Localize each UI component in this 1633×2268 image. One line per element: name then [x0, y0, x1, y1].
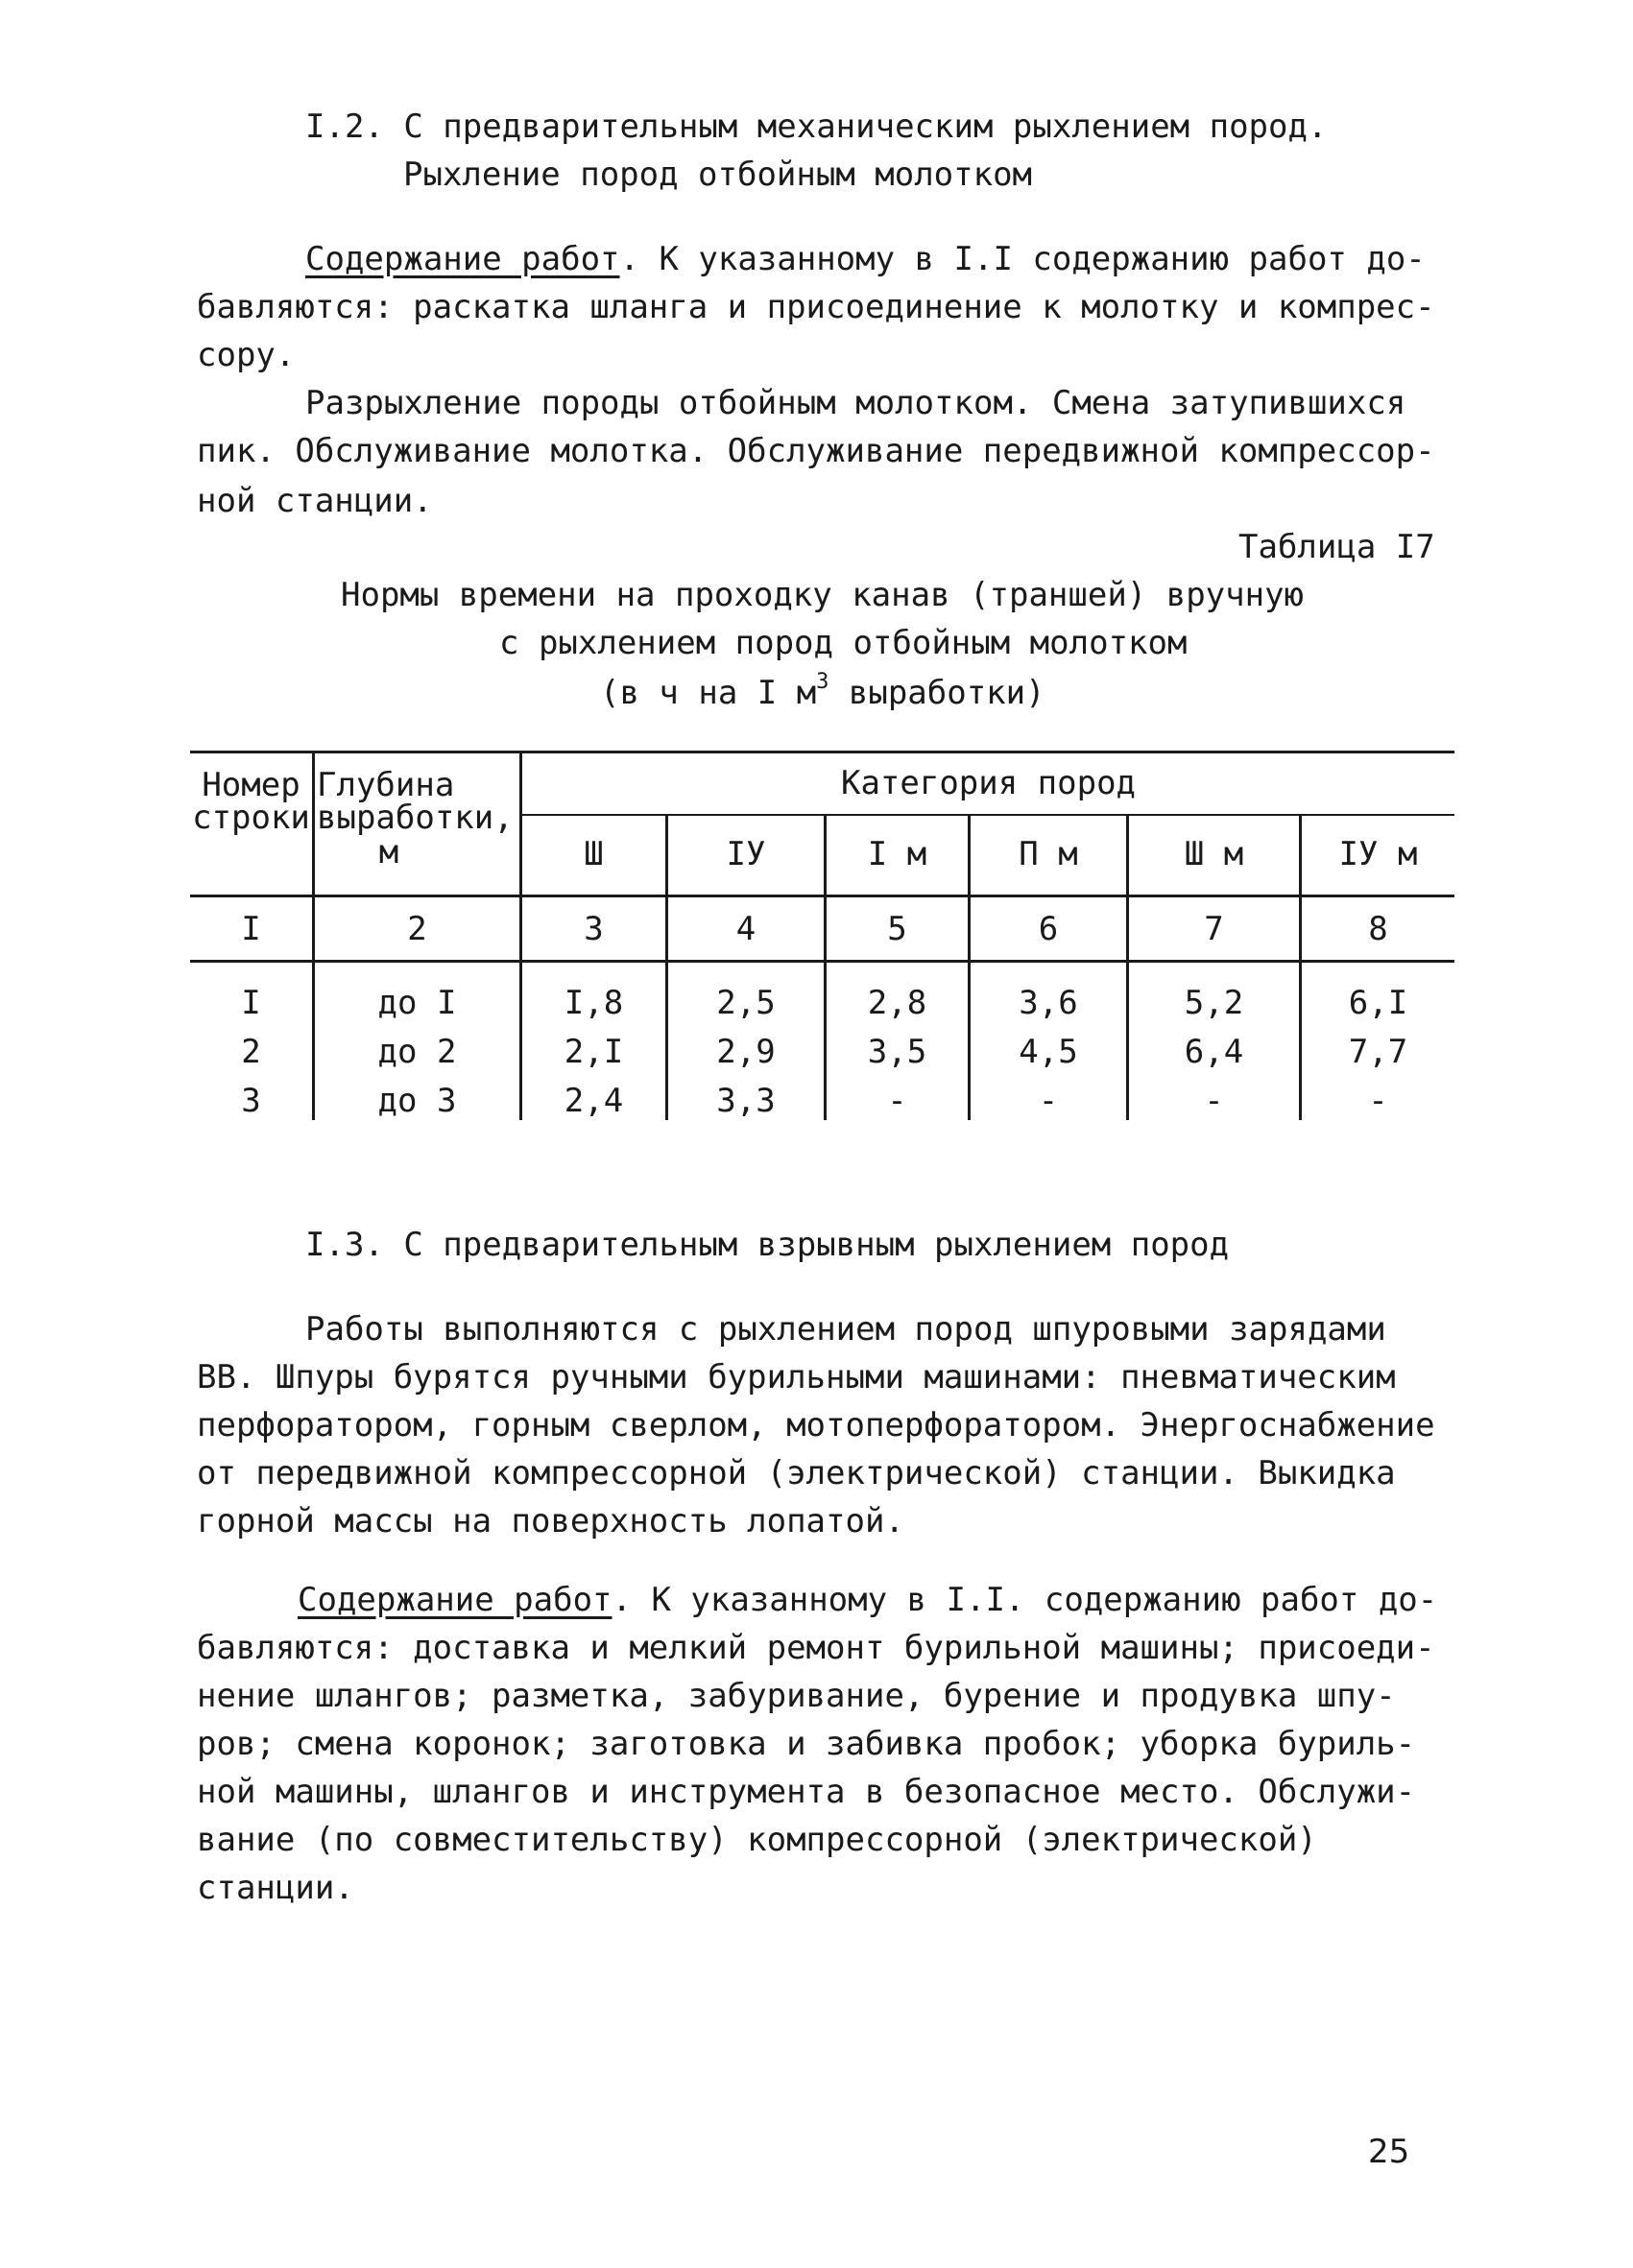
section-1-2-para2-line1: Разрыхление породы отбойным молотком. Смена затупившихся	[305, 384, 1406, 422]
table-title-line1: Нормы времени на проходку канав (траншей) вручную	[341, 576, 1305, 614]
section-1-3-para1-line4: от передвижной компрессорной (электрической) станции. Выкидка	[197, 1454, 1396, 1492]
header-row-num-line2: строки	[192, 799, 310, 837]
section-1-3-heading: I.3. С предварительным взрывным рыхлением пород	[305, 1226, 1230, 1264]
header-cat-3: I м	[867, 835, 927, 873]
col-num-8: 8	[1368, 910, 1388, 948]
header-cat-2: IУ	[726, 835, 766, 873]
section-1-3-para2-line4: ров; смена коронок; заготовка и забивка пробок; уборка буриль-	[197, 1725, 1416, 1763]
section-1-3-para2-line3: нение шлангов; разметка, забуривание, бурение и продувка шпу-	[197, 1677, 1396, 1715]
section-1-3-para2-line1: Содержание работ. К указанному в I.I. содержанию работ до-	[298, 1581, 1438, 1619]
col-num-2: 2	[407, 910, 427, 948]
section-1-2-para1-line1: Содержание работ. К указанному в I.I содержанию работ до-	[305, 240, 1426, 278]
table-title-line3: (в ч на I $м^3$ выработки)	[600, 670, 1045, 712]
section-1-2-heading: I.2. С предварительным механическим рыхлением пород.	[305, 107, 1328, 146]
section-1-3-para1-line2: ВВ. Шпуры бурятся ручными бурильными машинами: пневматическим	[197, 1358, 1396, 1397]
table-title-line2: с рыхлением пород отбойным молотком	[499, 624, 1188, 662]
section-1-3-para2-line5: ной машины, шлангов и инструмента в безопасное место. Обслужи-	[197, 1773, 1416, 1811]
section-1-3-para2-line2: бавляются: доставка и мелкий ремонт бурильной машины; присоеди-	[197, 1629, 1435, 1667]
col-num-7: 7	[1204, 910, 1224, 948]
section-1-2-para2-line2: пик. Обслуживание молотка. Обслуживание передвижной компрессор-	[197, 432, 1435, 470]
section-1-3-para1-line3: перфоратором, горным сверлом, мотоперфоратором. Энергоснабжение	[197, 1406, 1435, 1444]
col-num-4: 4	[735, 910, 756, 948]
section-1-3-para1-line1: Работы выполняются с рыхлением пород шпуровыми зарядами	[305, 1310, 1386, 1349]
header-category: Категория пород	[840, 764, 1137, 802]
header-cat-1: Ш	[584, 835, 604, 873]
section-1-2-para2-line3: ной станции.	[197, 482, 433, 520]
section-1-2-para1-line2: бавляются: раскатка шланга и присоединение к молотку и компрес-	[197, 288, 1435, 326]
section-1-3-para2-line7: станции.	[197, 1869, 354, 1907]
section-1-2-subheading: Рыхление пород отбойным молотком	[403, 155, 1033, 194]
header-depth-line1: Глубина	[317, 766, 455, 804]
col-num-6: 6	[1038, 910, 1059, 948]
section-1-3-para2-line6: вание (по совместительству) компрессорной (электрической)	[197, 1821, 1317, 1859]
header-cat-6: IУ м	[1338, 835, 1418, 873]
page-number: 25	[1368, 2133, 1410, 2171]
content-label: Содержание работ	[298, 1581, 612, 1619]
table-label: Таблица I7	[1238, 528, 1435, 566]
col-num-1: I	[241, 910, 261, 948]
section-1-3-para1-line5: горной массы на поверхность лопатой.	[197, 1502, 904, 1540]
header-depth-line2: выработки,	[317, 799, 514, 837]
col-num-3: 3	[584, 910, 604, 948]
section-1-2-para1-line3: сору.	[197, 336, 296, 374]
header-cat-5: Ш м	[1184, 835, 1244, 873]
content-label: Содержание работ	[305, 240, 620, 278]
col-num-5: 5	[887, 910, 907, 948]
header-row-num-line1: Номер	[202, 766, 300, 804]
header-depth-line3: м	[378, 833, 399, 871]
header-cat-4: П м	[1019, 835, 1078, 873]
